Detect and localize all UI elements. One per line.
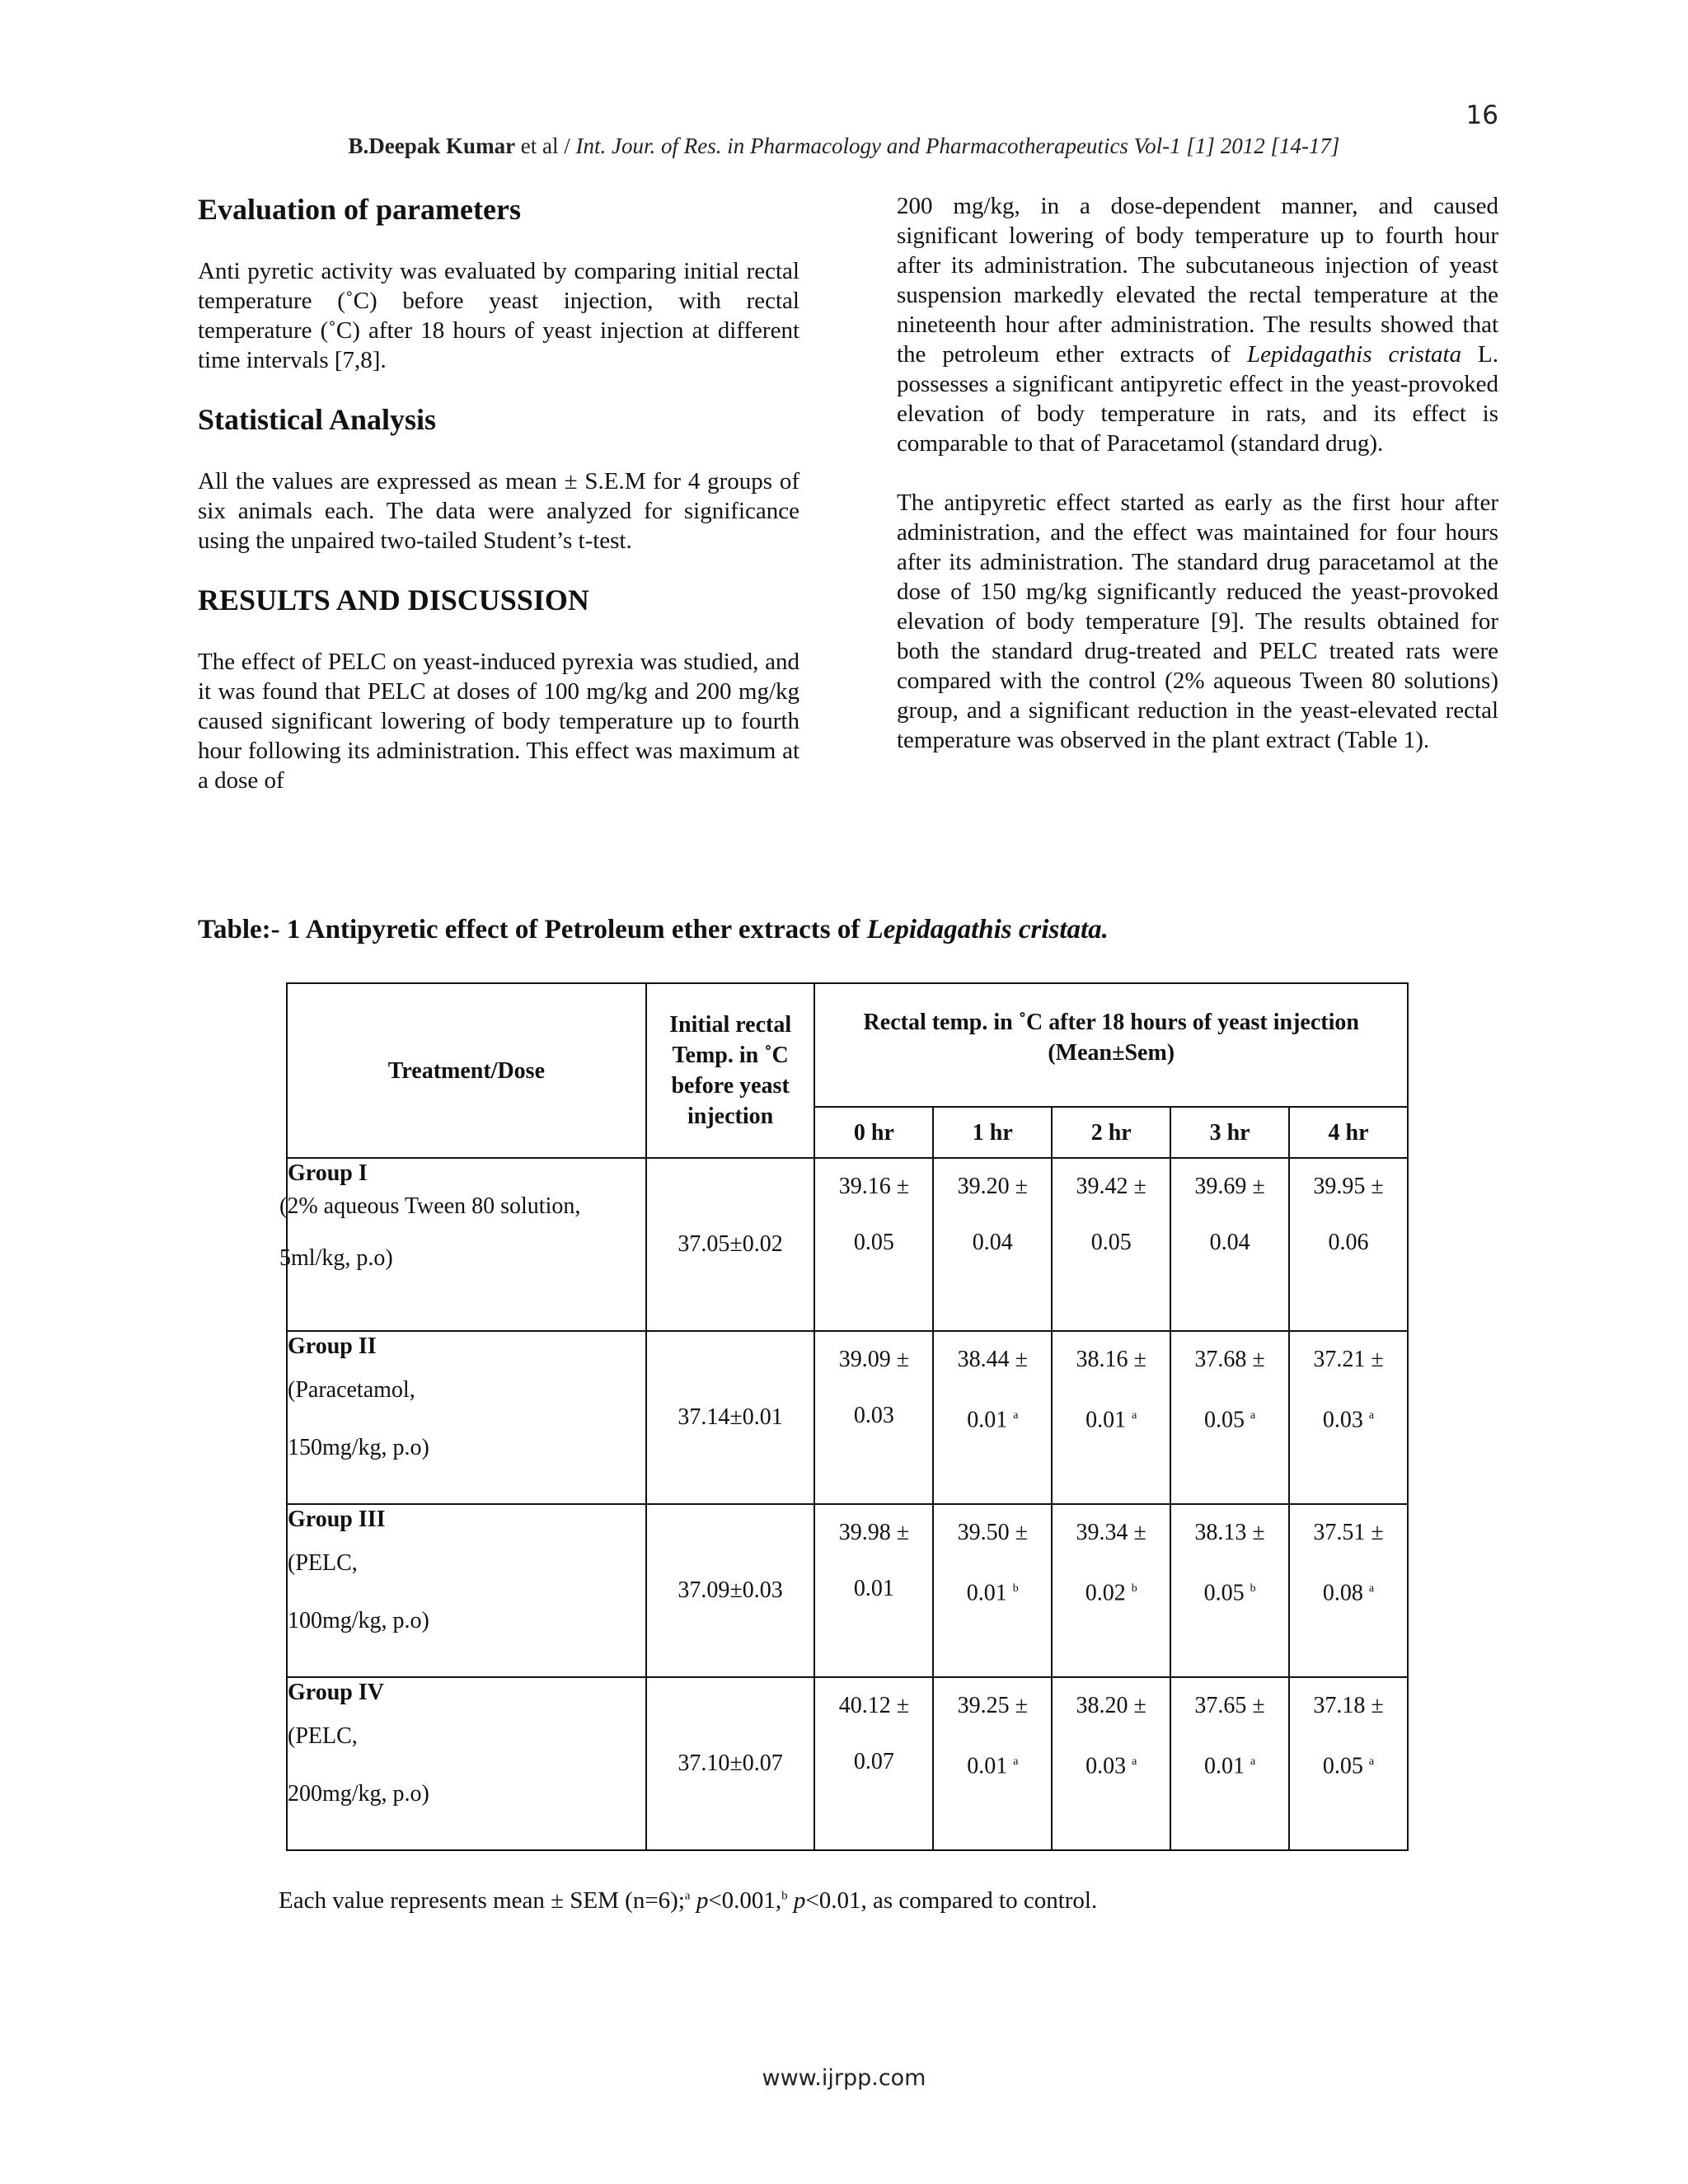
mean-value: 37.51 ±: [1313, 1520, 1384, 1545]
temp-value-cell: [1170, 1158, 1289, 1331]
mean-value: 39.98 ±: [838, 1520, 910, 1545]
sem-value: 0.08 $^a$: [1322, 1580, 1375, 1606]
sem-value: 0.01 $^b$: [966, 1580, 1019, 1606]
table-row: [287, 1504, 1408, 1677]
significance-marker: b: [1250, 1582, 1256, 1595]
dose-line: 5ml/kg, p.o): [279, 1245, 393, 1271]
significance-marker: b: [1012, 1582, 1019, 1595]
dose-line: 100mg/kg, p.o): [288, 1608, 429, 1633]
group-name: Group II: [288, 1333, 377, 1359]
sem-value: 0.01 $^a$: [1085, 1407, 1137, 1433]
temp-value-cell: [1289, 1331, 1408, 1504]
temp-value-cell: [933, 1677, 1052, 1850]
temp-value-cell: [1170, 1677, 1289, 1850]
mean-value: 38.20 ±: [1076, 1693, 1146, 1718]
group-name: Group IV: [288, 1680, 384, 1705]
treatment-cell: [287, 1504, 646, 1677]
sem-value: 0.04: [972, 1230, 1013, 1255]
running-header: [0, 134, 1688, 159]
page-number: 16: [1465, 101, 1498, 130]
table-row: [287, 1677, 1408, 1850]
section-title-results: RESULTS AND DISCUSSION: [198, 583, 589, 616]
temp-value-cell: [933, 1331, 1052, 1504]
mean-value: 39.09 ±: [838, 1347, 910, 1372]
significance-marker: a: [1368, 1409, 1375, 1422]
species-name: Lepidagathis cristata: [1247, 341, 1462, 368]
mean-value: 39.20 ±: [957, 1174, 1028, 1199]
significance-marker: b: [1131, 1582, 1137, 1595]
sem-value: 0.01 $^a$: [967, 1753, 1019, 1779]
treatment-line: (Paracetamol,: [288, 1377, 415, 1403]
treatment-cell: [279, 1158, 646, 1331]
mean-value: 38.13 ±: [1194, 1520, 1265, 1545]
paragraph-statistics: All the values are expressed as mean ± S.E.M for 4 groups of six animals each. The data were analyzed for significance using the unpaired two-tailed Student’s t-test.: [198, 468, 799, 554]
mean-value: 37.18 ±: [1313, 1693, 1384, 1718]
header-hour: 0 hr: [814, 1107, 933, 1158]
paragraph-antipyretic-effect: The antipyretic effect started as early as the first hour after administration, and the effect was maintained for four hours after its administration. The standard drug paracetamol at the dose of 150 mg/kg significantly reduced the yeast-provoked elevation of body temperature [9]. The results obtained for both the standard drug-treated and PELC treated rats were compared with the control (2% aqueous Tween 80 solutions) group, and a significant reduction in the yeast-elevated rectal temperature was observed in the plant extract (Table 1).: [897, 490, 1498, 753]
sem-value: 0.04: [1209, 1230, 1250, 1255]
table-footnote: Each value represents mean ± SEM (n=6);$^a$ p<0.001,$^b$ p<0.01, as compared to control.: [279, 1887, 1098, 1914]
temp-value-cell: [933, 1504, 1052, 1677]
header-treatment: Treatment/Dose: [287, 983, 646, 1158]
significance-marker: a: [1368, 1582, 1375, 1595]
treatment-line: (PELC,: [288, 1723, 358, 1749]
table-row: [287, 1158, 1408, 1331]
sem-value: 0.01 $^a$: [1203, 1753, 1256, 1779]
mean-value: 38.16 ±: [1076, 1347, 1146, 1372]
temp-value-cell: [1052, 1677, 1170, 1850]
temp-value-cell: [1289, 1504, 1408, 1677]
temp-value-cell: [1052, 1504, 1170, 1677]
temp-value-cell: [814, 1158, 933, 1331]
paragraph-results-continued: 200 mg/kg, in a dose-dependent manner, and caused significant lowering of body temperature up to fourth hour after its administration. The subcutaneous injection of yeast suspension markedly elevated the rectal temperature at the nineteenth hour after administration. The results showed that the petroleum ether extracts of Lepidagathis cristata L. possesses a significant antipyretic effect in the yeast-provoked elevation of body temperature in rats, and its effect is comparable to that of Paracetamol (standard drug).: [897, 193, 1498, 457]
significance-marker: a: [1132, 1755, 1137, 1768]
sem-value: 0.05 $^a$: [1322, 1753, 1375, 1779]
temp-value-cell: [814, 1677, 933, 1850]
header-hour: 4 hr: [1289, 1107, 1408, 1158]
dose-line: 200mg/kg, p.o): [288, 1781, 429, 1807]
initial-temp-cell: 37.05±0.02: [646, 1158, 815, 1331]
significance-marker: a: [1132, 1409, 1137, 1422]
mean-value: 37.21 ±: [1313, 1347, 1384, 1372]
mean-value: 39.34 ±: [1076, 1520, 1146, 1545]
significance-marker: a: [1013, 1409, 1019, 1422]
mean-value: 39.42 ±: [1076, 1174, 1146, 1199]
mean-value: 40.12 ±: [838, 1693, 910, 1718]
mean-value: 37.65 ±: [1194, 1693, 1265, 1718]
sem-value: 0.01 $^a$: [967, 1407, 1019, 1433]
dose-line: 150mg/kg, p.o): [288, 1435, 429, 1460]
significance-marker: a: [1013, 1755, 1019, 1768]
header-rectal-temp: Rectal temp. in ˚C after 18 hours of yeast injection (Mean±Sem): [814, 983, 1408, 1107]
mean-value: 39.95 ±: [1313, 1174, 1384, 1199]
temp-value-cell: [933, 1158, 1052, 1331]
mean-value: 39.16 ±: [838, 1174, 910, 1199]
mean-value: 38.44 ±: [957, 1347, 1028, 1372]
significance-marker: a: [1368, 1755, 1375, 1768]
temp-value-cell: [1052, 1331, 1170, 1504]
header-hour: 1 hr: [933, 1107, 1052, 1158]
header-initial-temp: Initial rectal Temp. in ˚C before yeast injection: [646, 983, 815, 1158]
header-hour: 3 hr: [1170, 1107, 1289, 1158]
temp-value-cell: [1289, 1677, 1408, 1850]
section-title-evaluation: Evaluation of parameters: [198, 193, 521, 226]
header-journal: Int. Jour. of Res. in Pharmacology and Pharmacotherapeutics Vol-1 [1] 2012 [14-17]: [575, 134, 1340, 158]
sem-value: 0.05 $^b$: [1203, 1580, 1256, 1606]
antipyretic-table: [279, 982, 1409, 1851]
initial-temp-cell: 37.14±0.01: [646, 1331, 815, 1504]
treatment-line: (PELC,: [288, 1550, 358, 1576]
sem-value: 0.06: [1328, 1230, 1369, 1255]
temp-value-cell: [1170, 1504, 1289, 1677]
table-row: [287, 1331, 1408, 1504]
header-etal: et al /: [515, 134, 576, 158]
sem-value: 0.05 $^a$: [1203, 1407, 1256, 1433]
significance-marker: a: [1250, 1409, 1256, 1422]
sem-value: 0.02 $^b$: [1085, 1580, 1137, 1606]
mean-value: 37.68 ±: [1194, 1347, 1265, 1372]
initial-temp-cell: 37.09±0.03: [646, 1504, 815, 1677]
sem-value: 0.01: [853, 1576, 894, 1601]
treatment-cell: [287, 1331, 646, 1504]
paragraph-evaluation: Anti pyretic activity was evaluated by comparing initial rectal temperature (˚C) before yeast injection, with rectal temperature (˚C) after 18 hours of yeast injection at different time intervals [7,8].: [198, 258, 799, 373]
significance-marker: a: [1250, 1755, 1256, 1768]
sem-value: 0.07: [853, 1749, 894, 1774]
right-column: [897, 191, 1498, 755]
group-name: Group III: [288, 1507, 386, 1532]
footer-website: www.ijrpp.com: [762, 2065, 926, 2091]
table-caption: Table:- 1 Antipyretic effect of Petroleum ether extracts of Lepidagathis cristata.: [198, 915, 1109, 944]
mean-value: 39.69 ±: [1194, 1174, 1265, 1199]
temp-value-cell: [814, 1331, 933, 1504]
section-title-statistics: Statistical Analysis: [198, 403, 437, 436]
temp-value-cell: [1170, 1331, 1289, 1504]
temp-value-cell: [1052, 1158, 1170, 1331]
sem-value: 0.05: [1090, 1230, 1132, 1255]
table-caption-species: Lepidagathis cristata.: [866, 915, 1109, 944]
temp-value-cell: [814, 1504, 933, 1677]
mean-value: 39.25 ±: [957, 1693, 1028, 1718]
header-hour: 2 hr: [1052, 1107, 1170, 1158]
left-column: [198, 191, 799, 795]
sem-value: 0.03 $^a$: [1322, 1407, 1375, 1433]
sem-value: 0.03 $^a$: [1085, 1753, 1137, 1779]
paragraph-results: The effect of PELC on yeast-induced pyrexia was studied, and it was found that PELC at doses of 100 mg/kg and 200 mg/kg caused significant lowering of body temperature up to fourth hour following its administration. This effect was maximum at a dose of: [198, 649, 799, 794]
sem-value: 0.03: [853, 1403, 894, 1428]
initial-temp-cell: 37.10±0.07: [646, 1677, 815, 1850]
header-author: B.Deepak Kumar: [348, 134, 516, 158]
mean-value: 39.50 ±: [957, 1520, 1028, 1545]
sem-value: 0.05: [853, 1230, 894, 1255]
treatment-cell: [287, 1677, 646, 1850]
treatment-line: (2% aqueous Tween 80 solution,: [279, 1193, 581, 1219]
temp-value-cell: [1289, 1158, 1408, 1331]
group-name: Group I: [288, 1160, 368, 1186]
